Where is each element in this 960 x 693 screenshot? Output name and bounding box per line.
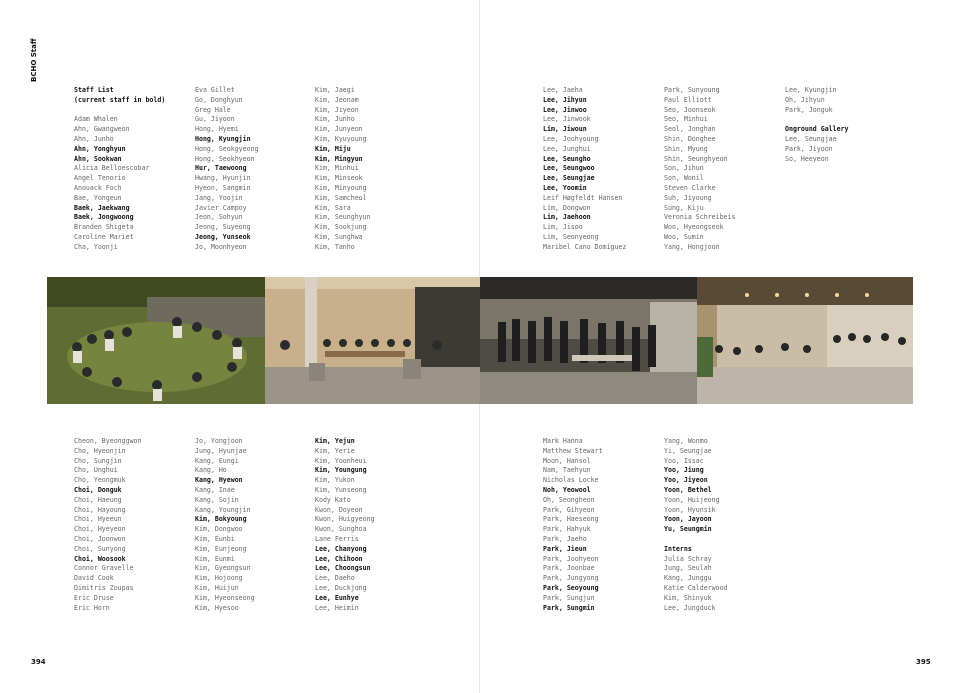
staff-name: Eva Gillet	[195, 86, 235, 94]
staff-name: Park, Joonbae	[543, 564, 595, 573]
staff-name: Choi, Hayoung	[74, 505, 126, 514]
staff-name-current: Kim, Mingyun	[315, 154, 363, 163]
staff-name: Kim, Hyesoo	[195, 603, 239, 612]
staff-name-current: Yoo, Jiung	[664, 466, 704, 475]
staff-name: Go, Donghyun	[195, 95, 243, 104]
staff-name: Kang, Junggu	[664, 574, 712, 583]
staff-name-current: Park, Jieun	[543, 544, 587, 553]
staff-name: Lee, Daeho	[315, 574, 355, 583]
staff-name: Park, Gihyeon	[543, 505, 595, 514]
staff-name: Lim, Seonyeong	[543, 232, 599, 241]
staff-name: Steven Clarke	[664, 183, 716, 192]
staff-name-current: Yoon, Jayoon	[664, 515, 712, 524]
staff-column	[785, 86, 849, 164]
staff-name-current: Lee, Eunhye	[315, 593, 359, 602]
staff-name: Park, Haeseong	[543, 515, 599, 524]
staff-name-current: Choi, Donguk	[74, 485, 122, 494]
staff-name: Cho, Unghui	[74, 466, 118, 475]
staff-column	[543, 437, 603, 613]
staff-name: Kim, Minseok	[315, 174, 363, 183]
staff-name: Lee, Heimin	[315, 603, 359, 612]
staff-name: Ahn, Junho	[74, 134, 114, 143]
staff-name: Yoon, Huijeong	[664, 495, 720, 504]
staff-name: Jo, Yongjoon	[195, 437, 243, 445]
staff-name-current: Jeong, Yunseok	[195, 232, 251, 241]
staff-column	[74, 86, 165, 253]
staff-name: Park, Jiyoon	[785, 144, 833, 153]
staff-name: Kim, Gyeongsun	[195, 564, 251, 573]
spacer	[664, 535, 728, 545]
staff-name: Leif Høgfeldt Hansen	[543, 193, 623, 202]
staff-name: Moon, Hansol	[543, 456, 591, 465]
photo-studio-group	[480, 277, 697, 404]
staff-name: Park, Jungyong	[543, 574, 599, 583]
staff-name: Veronia Schreibeis	[664, 213, 736, 222]
staff-name: Lee, Jinwook	[543, 115, 591, 124]
staff-name: Kim, Minyoung	[315, 183, 367, 192]
staff-name: Kang, Sojin	[195, 495, 239, 504]
staff-name: Jung, Seulah	[664, 564, 712, 573]
staff-name: Choi, Joonwon	[74, 534, 126, 543]
staff-column	[664, 437, 728, 613]
staff-name: Kim, Sunghwa	[315, 232, 363, 241]
staff-name-current: Lee, Jihyun	[543, 95, 587, 104]
staff-name: Lee, Joohyoung	[543, 134, 599, 143]
staff-name: Branden Shigeta	[74, 223, 134, 232]
staff-name: Lee, Junghui	[543, 144, 591, 153]
staff-name: Kang, Inae	[195, 485, 235, 494]
staff-name: Lim, Jisoo	[543, 223, 583, 232]
staff-name: Woo, Hyeongseok	[664, 223, 724, 232]
staff-name: Yoo, Issac	[664, 456, 704, 465]
staff-name: Kim, Junyeon	[315, 125, 363, 134]
staff-name: Kim, Yoonheui	[315, 456, 367, 465]
terrace-photo-art	[697, 277, 913, 404]
staff-name: Kim, Seunghyun	[315, 213, 371, 222]
staff-name: Connor Gravelle	[74, 564, 134, 573]
staff-name: Alicia Belloescobar	[74, 164, 150, 173]
page-number-left: 394	[31, 658, 46, 666]
staff-name: Seo, Joonseok	[664, 105, 716, 114]
staff-name: Kim, Jeonam	[315, 95, 359, 104]
staff-name-current: Park, Sungmin	[543, 603, 595, 612]
staff-name-current: (current staff in bold)	[74, 95, 166, 104]
staff-name-current: Kang, Hyewon	[195, 476, 243, 485]
staff-name: Kim, Eunmi	[195, 554, 235, 563]
staff-name: Lee, Jaeha	[543, 86, 583, 94]
staff-name-current: Lee, Chanyong	[315, 544, 367, 553]
staff-name: Kim, Minhui	[315, 164, 359, 173]
staff-name: Son, Wonil	[664, 174, 704, 183]
staff-name: Jang, Yoojin	[195, 193, 243, 202]
staff-name: Kwon, Huigyeong	[315, 515, 375, 524]
staff-name: Kim, Shinyuk	[664, 593, 712, 602]
staff-name-current: Hong, Kyungjin	[195, 134, 251, 143]
staff-name: Kim, Hojoong	[195, 574, 243, 583]
staff-column	[664, 86, 735, 253]
staff-name-current: Interns	[664, 544, 692, 553]
staff-name-current: Lim, Jiwoun	[543, 125, 587, 134]
staff-column	[74, 437, 142, 613]
staff-name: Yang, Wonmo	[664, 437, 708, 445]
staff-column	[315, 437, 375, 613]
staff-name: Choi, Hyeeun	[74, 515, 122, 524]
staff-name: Yi, Seungjae	[664, 446, 712, 455]
staff-name: Jo, Moonhyeon	[195, 242, 247, 251]
staff-name-current: Ahn, Sookwan	[74, 154, 122, 163]
staff-name: Shin, Myung	[664, 144, 708, 153]
staff-name-current: Kim, Miju	[315, 144, 351, 153]
staff-name: Lee, Kyungjin	[785, 86, 837, 94]
staff-name-current: Lee, Choongsun	[315, 564, 371, 573]
staff-name: Paul Elliott	[664, 95, 712, 104]
staff-name: Dimitris Zoupas	[74, 583, 134, 592]
staff-name: Cha, Yoonji	[74, 242, 118, 251]
photo-strip	[47, 277, 913, 404]
staff-name: Hong, Hyemi	[195, 125, 239, 134]
staff-name: Kim, Huijun	[195, 583, 239, 592]
staff-name: Anouack Foch	[74, 183, 122, 192]
staff-name: Kody Kato	[315, 495, 351, 504]
staff-name-current: Lee, Yoomin	[543, 183, 587, 192]
staff-name: Kim, Samcheol	[315, 193, 367, 202]
section-side-label: BCHO Staff	[30, 38, 38, 82]
staff-name: Lane Ferris	[315, 534, 359, 543]
staff-name-current: Yoo, Jiyeon	[664, 476, 708, 485]
staff-name: Jeon, Sohyun	[195, 213, 243, 222]
staff-name: Choi, Sunyong	[74, 544, 126, 553]
staff-name: Hwang, Hyunjin	[195, 174, 251, 183]
staff-name: Choi, Haeung	[74, 495, 122, 504]
staff-name-current: Lee, Chihoon	[315, 554, 363, 563]
staff-name-current: Kim, Yejun	[315, 437, 355, 445]
staff-name: Nam, Taehyun	[543, 466, 591, 475]
staff-name: Cho, Yeongmuk	[74, 476, 126, 485]
staff-name: Mark Hanna	[543, 437, 583, 445]
staff-name: Lee, Seungjae	[785, 134, 837, 143]
staff-name-current: Park, Seoyoung	[543, 583, 599, 592]
staff-name: Javier Campoy	[195, 203, 247, 212]
staff-name: Gu, Jiyoon	[195, 115, 235, 124]
staff-name: Adam Whalen	[74, 115, 118, 124]
staff-name: Kim, Yunseong	[315, 485, 367, 494]
staff-name: Lim, Dongwon	[543, 203, 591, 212]
staff-column	[543, 86, 626, 253]
staff-name: Kang, Youngjin	[195, 505, 251, 514]
staff-name: Katie Calderwood	[664, 583, 728, 592]
staff-name: Yoon, Hyunsik	[664, 505, 716, 514]
staff-name-current: Noh, Yeowool	[543, 485, 591, 494]
staff-name: Son, Jihun	[664, 164, 704, 173]
staff-name: Lee, Jungduck	[664, 603, 716, 612]
staff-name: Kim, Kyuyoung	[315, 134, 367, 143]
staff-name: Woo, Sumin	[664, 232, 704, 241]
staff-name: Kwon, Sunghoa	[315, 525, 367, 534]
staff-name: Kim, Yukon	[315, 476, 355, 485]
staff-name: Cho, Sungjin	[74, 456, 122, 465]
staff-name: Caroline Mariet	[74, 232, 134, 241]
staff-name: Park, Hahyuk	[543, 525, 591, 534]
staff-name: Kim, Junho	[315, 115, 355, 124]
staff-name-current: Kim, Bokyoung	[195, 515, 247, 524]
staff-name: Park, Joohyeon	[543, 554, 599, 563]
staff-name: Kim, Jiyeon	[315, 105, 359, 114]
staff-name: Kim, Jaegi	[315, 86, 355, 94]
staff-name: Hyeon, Sangmin	[195, 183, 251, 192]
staff-name: Hong, Seokgyeong	[195, 144, 259, 153]
staff-name: Park, Sunyoung	[664, 86, 720, 94]
staff-name: Kim, Yerie	[315, 446, 355, 455]
staff-name-current: Lee, Seungwoo	[543, 164, 595, 173]
pavilion-photo-art	[265, 277, 480, 404]
staff-name: Ahn, Gwangweon	[74, 125, 130, 134]
staff-name: Eric Horn	[74, 603, 110, 612]
staff-name: Seol, Jonghan	[664, 125, 716, 134]
staff-name: Lee, Duckjong	[315, 583, 367, 592]
studio-photo-art	[480, 277, 697, 404]
staff-name: Jung, Hyunjae	[195, 446, 247, 455]
staff-name-current: Lee, Jinwoo	[543, 105, 587, 114]
staff-name: Angel Tenorio	[74, 174, 126, 183]
staff-name: Kim, Eunjeong	[195, 544, 247, 553]
photo-garden-gathering	[47, 277, 265, 404]
garden-photo-art	[47, 277, 265, 404]
staff-name: Shin, Seunghyeon	[664, 154, 728, 163]
staff-name: Park, Jonguk	[785, 105, 833, 114]
staff-name-current: Hur, Taewoong	[195, 164, 247, 173]
staff-column	[315, 86, 371, 253]
staff-name-current: Kim, Youngung	[315, 466, 367, 475]
staff-name-current: Onground Gallery	[785, 125, 849, 134]
photo-terrace-group	[697, 277, 913, 404]
staff-name: Oh, Jihyun	[785, 95, 825, 104]
staff-name: Cheon, Byeonggwon	[74, 437, 142, 445]
staff-name: Kim, Eunbi	[195, 534, 235, 543]
staff-name: Kim, Dongwoo	[195, 525, 243, 534]
staff-name-current: Baek, Jaekwang	[74, 203, 130, 212]
staff-name: Kang, Eungi	[195, 456, 239, 465]
staff-name: Matthew Stewart	[543, 446, 603, 455]
staff-name: Jeong, Suyeong	[195, 223, 251, 232]
staff-name: Choi, Hyeyeon	[74, 525, 126, 534]
staff-name-current: Lee, Seungjae	[543, 174, 595, 183]
staff-name: Cho, Hyeonjin	[74, 446, 126, 455]
staff-name-current: Yoon, Bethel	[664, 485, 712, 494]
staff-column	[195, 86, 259, 253]
staff-name: Kim, Sookjung	[315, 223, 367, 232]
staff-name: Oh, Seongheon	[543, 495, 595, 504]
staff-name: Yang, Hongjoon	[664, 242, 720, 251]
staff-name: Seo, Minhui	[664, 115, 708, 124]
staff-name: Sung, Kiju	[664, 203, 704, 212]
staff-name-current: Yu, Seungmin	[664, 525, 712, 534]
staff-name: Park, Sungjun	[543, 593, 595, 602]
staff-name: Park, Jaeho	[543, 534, 587, 543]
staff-name-current: Baek, Jongwoong	[74, 213, 134, 222]
staff-name-current: Staff List	[74, 86, 114, 94]
staff-name: Kim, Sara	[315, 203, 351, 212]
staff-name: Bae, Yongeun	[74, 193, 122, 202]
spacer	[785, 115, 849, 125]
staff-name: Julia Schray	[664, 554, 712, 563]
spacer	[74, 106, 165, 116]
staff-name-current: Ahn, Yonghyun	[74, 144, 126, 153]
staff-name: So, Heeyeon	[785, 154, 829, 163]
page-number-right: 395	[916, 658, 931, 666]
staff-name: Kim, Tanho	[315, 242, 355, 251]
staff-name: Hong, Seokhyeon	[195, 154, 255, 163]
staff-name: Kang, Ho	[195, 466, 227, 475]
staff-name: Kim, Hyeonseong	[195, 593, 255, 602]
staff-name: Kwon, Doyeon	[315, 505, 363, 514]
staff-name-current: Lee, Seungho	[543, 154, 591, 163]
staff-name: Maribel Cano Domíguez	[543, 242, 627, 251]
staff-name: Shin, Donghee	[664, 134, 716, 143]
staff-name-current: Choi, Woosook	[74, 554, 126, 563]
photo-pavilion-meeting	[265, 277, 480, 404]
staff-name: Suh, Jiyoung	[664, 193, 712, 202]
staff-name: David Cook	[74, 574, 114, 583]
staff-name-current: Lim, Jaehoon	[543, 213, 591, 222]
staff-name: Nicholas Locke	[543, 476, 599, 485]
staff-column	[195, 437, 255, 613]
staff-name: Greg Hale	[195, 105, 231, 114]
staff-name: Eric Druse	[74, 593, 114, 602]
